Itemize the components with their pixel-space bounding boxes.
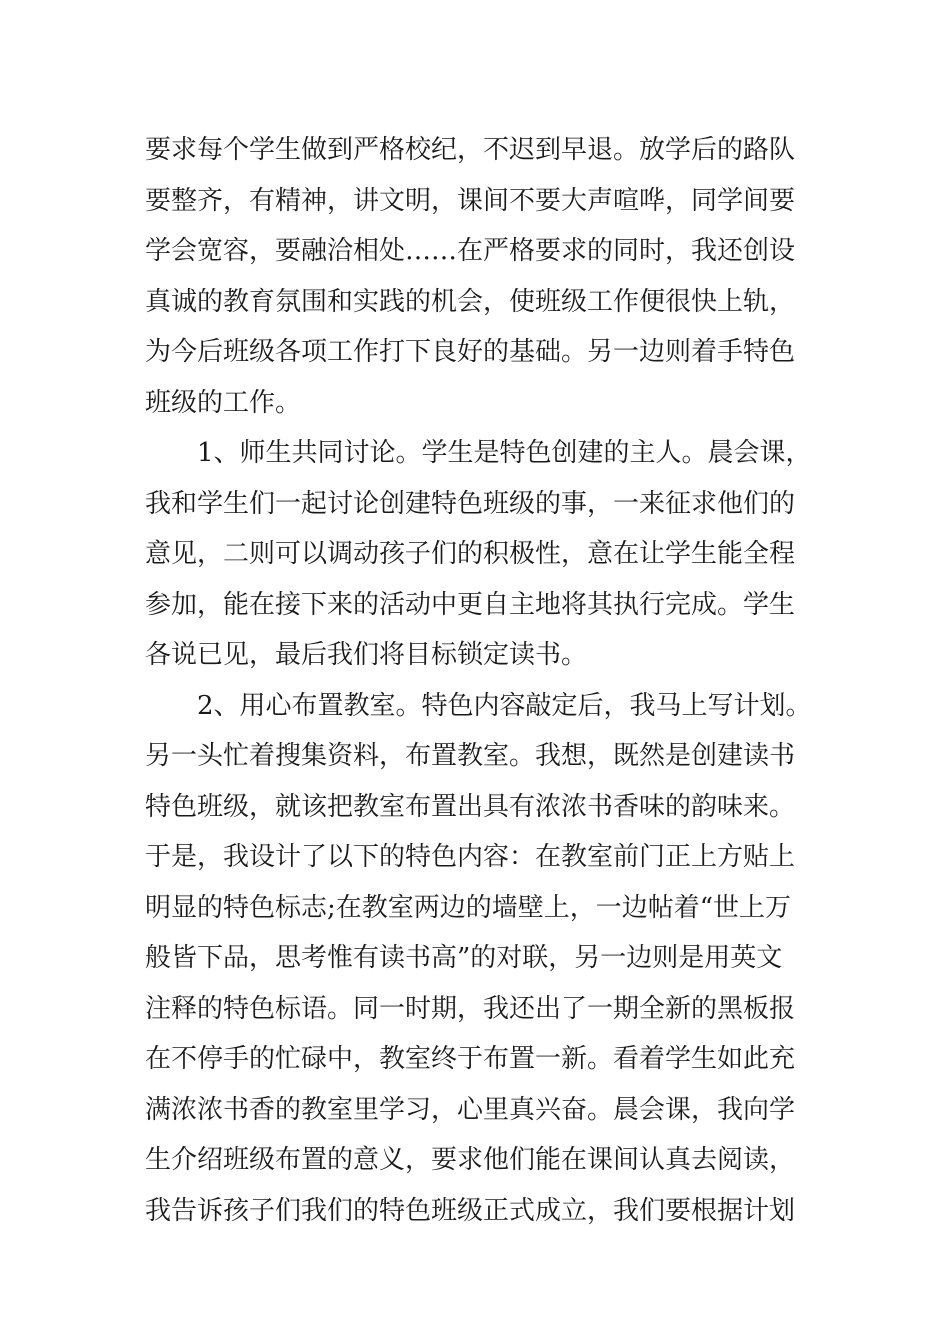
text-line: 满浓浓书香的教室里学习，心里真兴奋。晨会课，我向学 [145,1094,796,1125]
text-line: 学会宽容，要融洽相处……在严格要求的同时，我还创设 [145,236,796,266]
text-line: 2、用心布置教室。特色内容敲定后，我马上写计划。 [197,690,812,721]
text-line: 明显的特色标志;在教室两边的墙壁上，一边帖着“世上万 [145,892,792,923]
text-line: 要整齐，有精神，讲文明，课间不要大声喧哗，同学间要 [145,185,796,216]
text-line: 特色班级，就该把教室布置出具有浓浓书香味的韵味来。 [145,791,796,822]
paragraph-1 [145,125,810,428]
text-line: 要求每个学生做到严格校纪，不迟到早退。放学后的路队 [145,135,796,165]
paragraph-3 [145,681,810,1237]
text-line: 注释的特色标语。同一时期，我还出了一期全新的黑板报 [145,993,796,1024]
text-line: 各说已见，最后我们将目标锁定读书。 [145,640,588,670]
text-line: 意见，二则可以调动孩子们的积极性，意在让学生能全程 [145,539,796,569]
text-line: 我告诉孩子们我们的特色班级正式成立，我们要根据计划 [145,1195,796,1226]
text-line: 我和学生们一起讨论创建特色班级的事，一来征求他们的 [145,488,796,519]
text-line: 1、师生共同讨论。学生是特色创建的主人。晨会课， [197,438,812,468]
text-line: 另一头忙着搜集资料，布置教室。我想，既然是创建读书 [145,741,796,771]
document-body [145,125,810,1236]
text-line: 为今后班级各项工作打下良好的基础。另一边则着手特色 [145,337,796,367]
text-line: 班级的工作。 [145,387,302,418]
text-line: 般皆下品，思考惟有读书高”的对联，另一边则是用英文 [145,943,783,973]
text-line: 生介绍班级布置的意义，要求他们能在课间认真去阅读， [145,1145,796,1175]
paragraph-2 [145,428,810,681]
text-line: 于是，我设计了以下的特色内容：在教室前门正上方贴上 [145,842,796,872]
text-line: 在不停手的忙碌中，教室终于布置一新。看着学生如此充 [145,1044,796,1074]
text-line: 真诚的教育氛围和实践的机会，使班级工作便很快上轨， [145,286,796,317]
text-line: 参加，能在接下来的活动中更自主地将其执行完成。学生 [145,589,796,620]
